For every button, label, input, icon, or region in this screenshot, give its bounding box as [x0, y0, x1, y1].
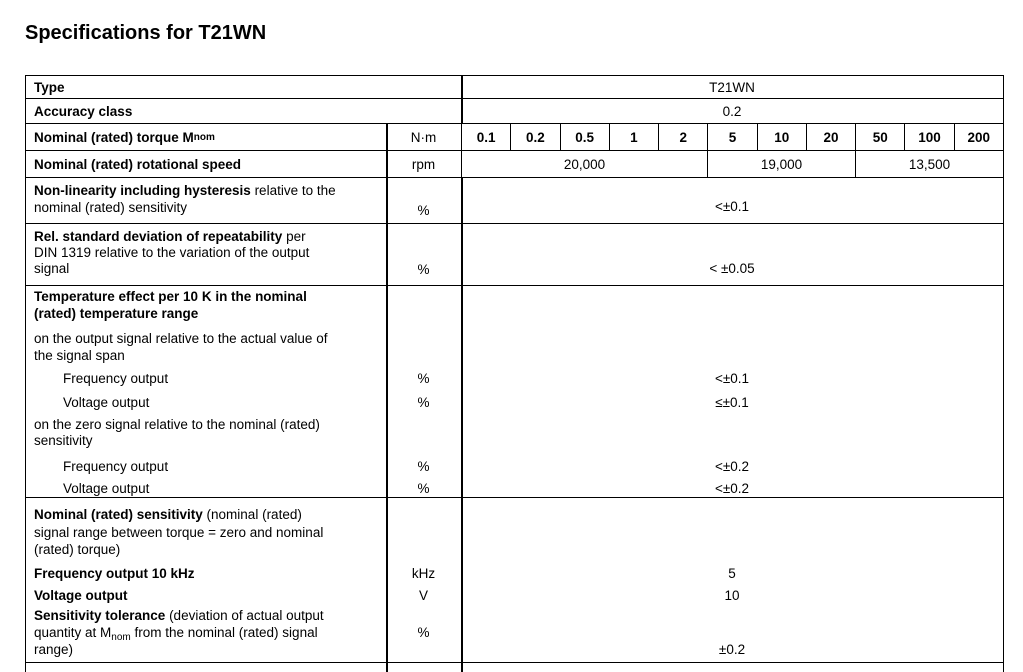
rotational-speed-unit: rpm — [411, 156, 436, 172]
sensitivity-title-bold: Nominal (rated) sensitivity — [34, 507, 203, 522]
temperature-zero-frequency-output-unit: % — [417, 459, 430, 474]
temperature-voltage-output-value: ≤±0.1 — [715, 395, 749, 410]
repeatability-unit: % — [417, 262, 430, 277]
torque-value-cell: 10 — [757, 124, 806, 150]
sensitivity-tolerance-line2 — [34, 624, 318, 641]
row-repeatability — [26, 224, 1003, 286]
sensitivity-frequency-output-unit: kHz — [411, 566, 436, 581]
speed-value-cell: 19,000 — [707, 151, 855, 177]
nonlinearity-label-rest: relative to the — [250, 183, 336, 198]
repeatability-label-line1 — [34, 228, 306, 245]
sensitivity-tolerance-line2-post: from the nominal (rated) signal — [130, 625, 318, 640]
sensitivity-frequency-output-label: Frequency output 10 kHz — [34, 566, 195, 581]
torque-value-cell: 20 — [806, 124, 855, 150]
temperature-zero-line1: on the zero signal relative to the nominal (rated) — [34, 417, 320, 432]
nonlinearity-unit: % — [417, 203, 430, 218]
nonlinearity-label-line1 — [34, 182, 336, 199]
temperature-zero-voltage-output-unit: % — [417, 481, 430, 496]
temperature-title-line1: Temperature effect per 10 K in the nominal — [34, 289, 307, 304]
speed-value-cell: 20,000 — [461, 151, 707, 177]
nonlinearity-label-bold: Non-linearity including hysteresis — [34, 183, 251, 198]
sensitivity-voltage-output-unit: V — [418, 588, 428, 603]
torque-value-cell: 0.1 — [461, 124, 510, 150]
temperature-zero-frequency-output-label: Frequency output — [63, 459, 169, 474]
row-sensitivity — [26, 498, 1003, 663]
sensitivity-title-line1 — [34, 506, 302, 523]
row-nominal-torque — [26, 124, 1003, 151]
type-label: Type — [34, 79, 65, 95]
spec-table — [25, 75, 1004, 672]
temperature-output-line1: on the output signal relative to the actual value of — [34, 331, 328, 346]
nominal-torque-unit: N·m — [410, 129, 437, 145]
torque-value-cell: 1 — [609, 124, 658, 150]
sensitivity-tolerance-subscript: nom — [111, 632, 131, 643]
nominal-torque-label — [34, 124, 215, 150]
sensitivity-tolerance-bold: Sensitivity tolerance — [34, 608, 166, 623]
nonlinearity-value: <±0.1 — [714, 199, 750, 214]
nonlinearity-label-line2: nominal (rated) sensitivity — [34, 200, 188, 215]
repeatability-label-rest: per — [282, 229, 306, 244]
sensitivity-tolerance-rest: (deviation of actual output — [165, 608, 324, 623]
row-nonlinearity — [26, 178, 1003, 224]
temperature-zero-voltage-output-label: Voltage output — [63, 481, 150, 496]
sensitivity-voltage-output-value: 10 — [724, 588, 740, 603]
sensitivity-tolerance-line1 — [34, 607, 324, 624]
temperature-frequency-output-value: <±0.1 — [714, 371, 750, 386]
repeatability-value: < ±0.05 — [709, 261, 755, 276]
temperature-voltage-output-unit: % — [417, 395, 430, 410]
nominal-torque-label-text: Nominal (rated) torque M — [34, 129, 194, 145]
torque-value-cell: 200 — [954, 124, 1003, 150]
sensitivity-tolerance-value: ±0.2 — [718, 642, 746, 657]
sensitivity-tolerance-line2-pre: quantity at M — [34, 625, 112, 640]
row-partial-bottom — [26, 663, 1003, 672]
sensitivity-title-rest: (nominal (rated) — [202, 507, 302, 522]
column-divider — [461, 663, 463, 672]
temperature-zero-voltage-output-value: <±0.2 — [714, 481, 750, 496]
row-temperature-effect — [26, 286, 1003, 498]
temperature-frequency-output-label: Frequency output — [63, 371, 169, 386]
sensitivity-frequency-output-value: 5 — [728, 566, 736, 581]
accuracy-class-label: Accuracy class — [34, 103, 133, 119]
sensitivity-tolerance-line3: range) — [34, 642, 74, 657]
nominal-torque-label-subscript: nom — [193, 131, 215, 143]
page-title: Specifications for T21WN — [25, 22, 267, 44]
repeatability-label-line2: DIN 1319 relative to the variation of the output — [34, 245, 310, 260]
torque-value-cell: 100 — [904, 124, 953, 150]
sensitivity-voltage-output-label: Voltage output — [34, 588, 128, 603]
accuracy-class-value: 0.2 — [722, 103, 742, 119]
torque-value-cell: 0.5 — [560, 124, 609, 150]
torque-value-cell: 50 — [855, 124, 904, 150]
torque-value-cell: 2 — [658, 124, 707, 150]
speed-value-cells — [461, 151, 1003, 177]
torque-value-cell: 5 — [707, 124, 756, 150]
sensitivity-title-line2: signal range between torque = zero and nominal — [34, 525, 324, 540]
type-value: T21WN — [709, 79, 755, 95]
row-rotational-speed — [26, 151, 1003, 178]
torque-value-cell: 0.2 — [510, 124, 559, 150]
repeatability-label-line3: signal — [34, 261, 70, 276]
temperature-title-line2: (rated) temperature range — [34, 306, 199, 321]
rotational-speed-label: Nominal (rated) rotational speed — [34, 156, 242, 172]
row-accuracy-class — [26, 99, 1003, 124]
repeatability-label-bold: Rel. standard deviation of repeatability — [34, 229, 283, 244]
temperature-output-line2: the signal span — [34, 348, 125, 363]
temperature-zero-frequency-output-value: <±0.2 — [714, 459, 750, 474]
speed-value-cell: 13,500 — [855, 151, 1003, 177]
sensitivity-tolerance-unit: % — [417, 625, 430, 640]
temperature-zero-line2: sensitivity — [34, 433, 93, 448]
column-divider — [386, 663, 388, 672]
temperature-frequency-output-unit: % — [417, 371, 430, 386]
temperature-voltage-output-label: Voltage output — [63, 395, 150, 410]
torque-value-cells — [461, 124, 1003, 150]
sensitivity-title-line3: (rated) torque) — [34, 542, 121, 557]
row-type — [26, 76, 1003, 99]
